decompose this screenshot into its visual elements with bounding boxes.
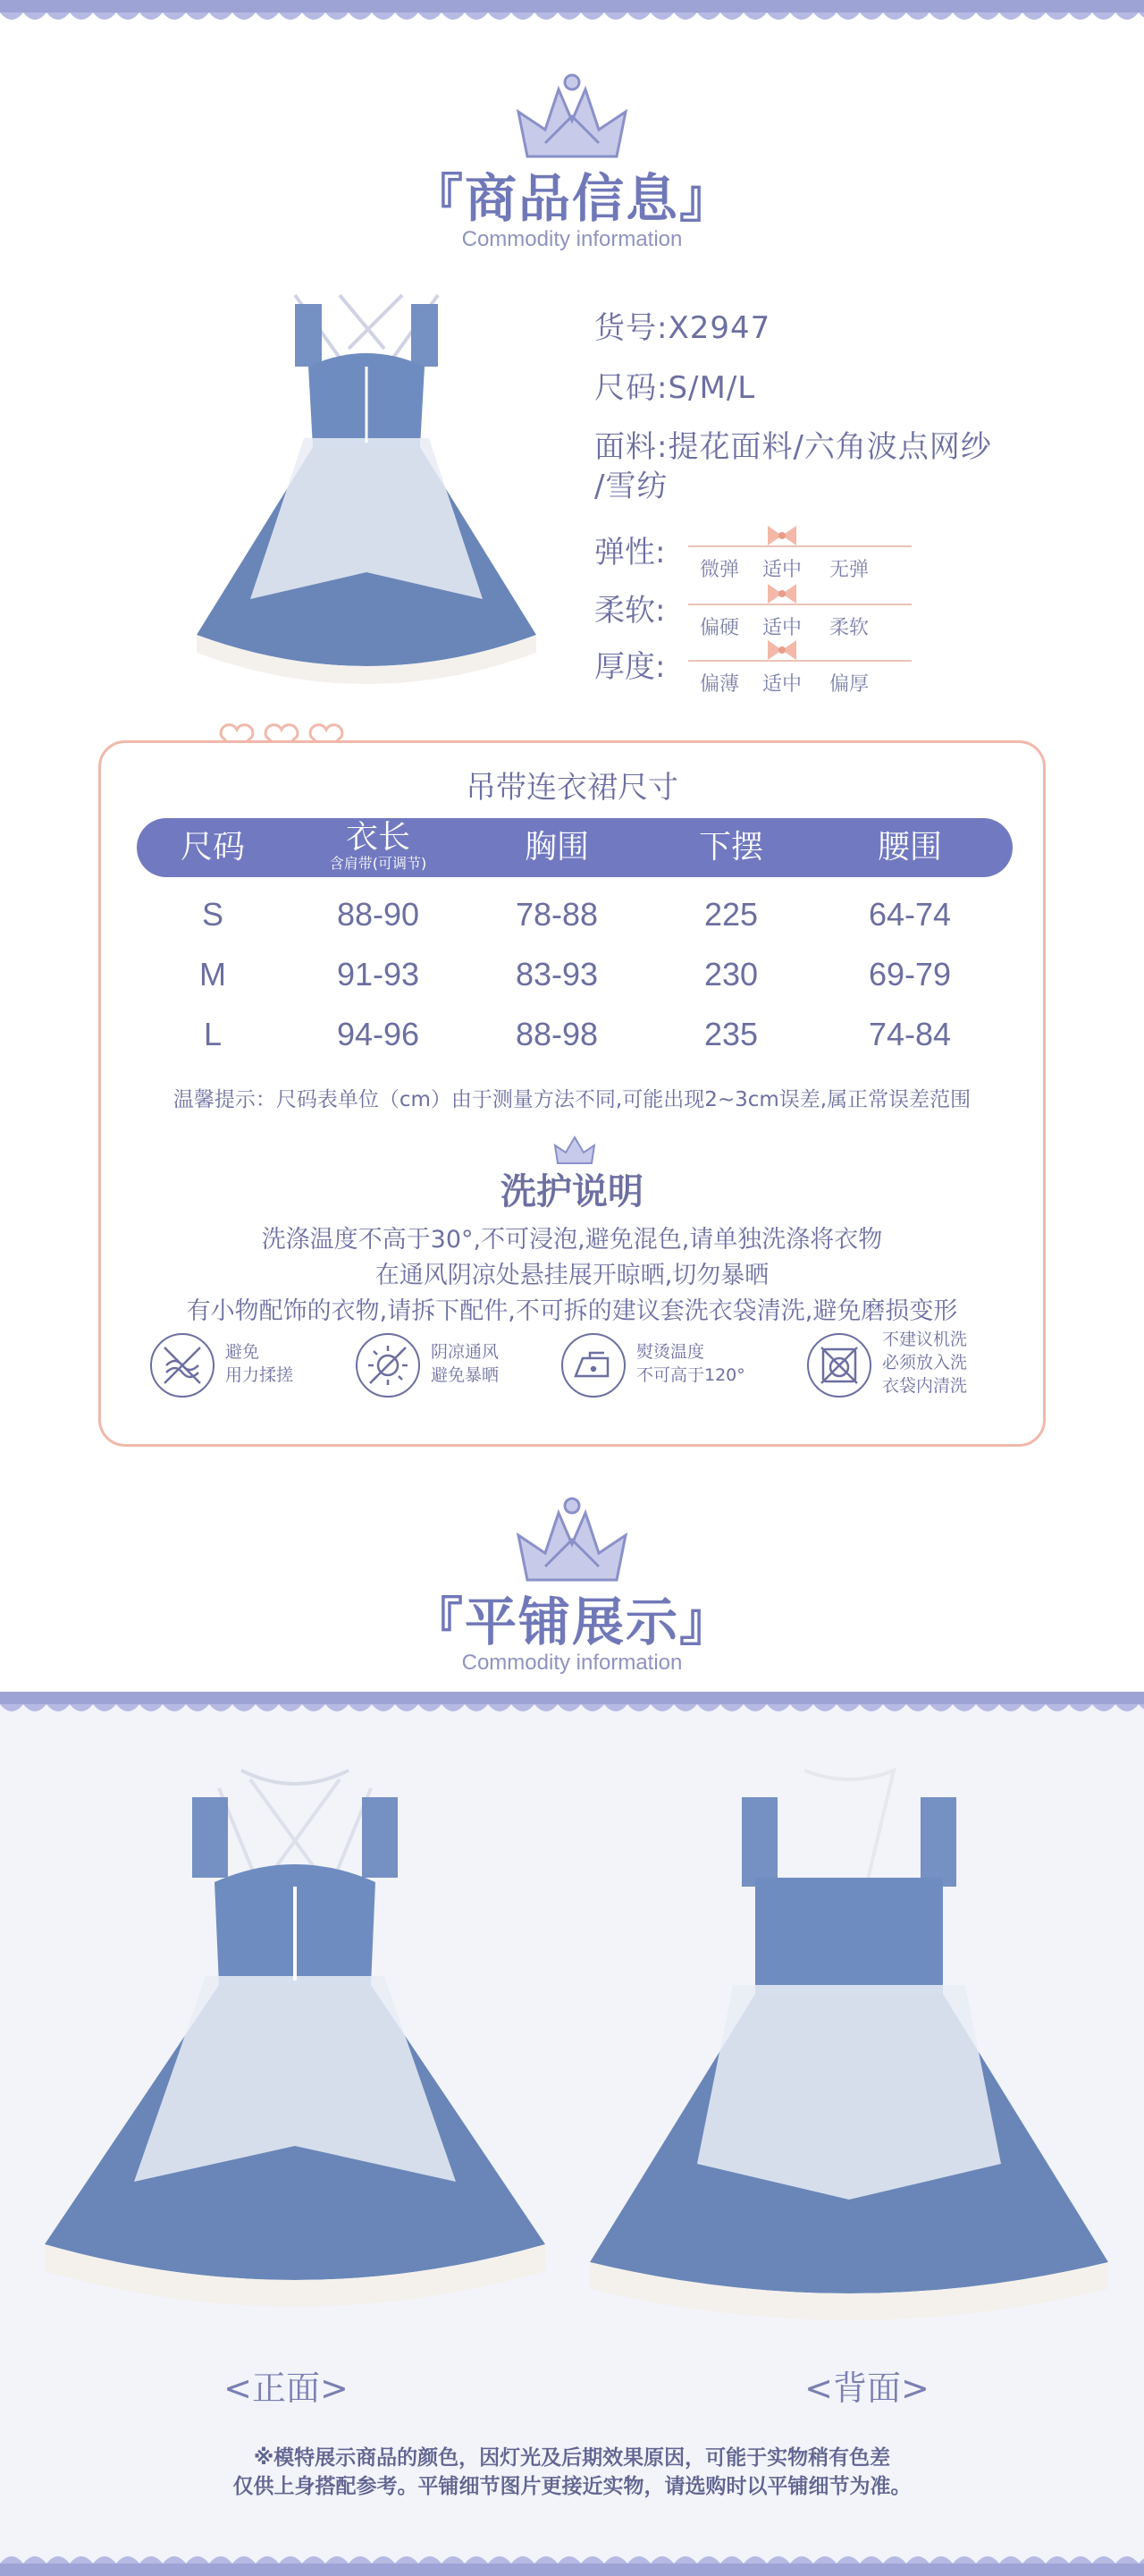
mid-lace-band <box>0 1692 1144 1722</box>
rating-option: 微弹 <box>699 559 739 581</box>
no-wring-icon <box>150 1333 214 1398</box>
header-cell: 下摆 <box>698 829 763 866</box>
bottom-lace-band <box>0 2546 1144 2576</box>
rating-option: 柔软 <box>829 617 869 639</box>
back-caption: <背面> <box>804 2369 930 2408</box>
table-row: S 88-90 78-88 225 64-74 <box>201 896 952 933</box>
info-section-title: 『商品信息』 <box>410 168 733 229</box>
top-lace-band <box>0 0 1144 30</box>
table-row: M 91-93 83-93 230 69-79 <box>199 956 952 992</box>
rating-option: 无弹 <box>829 559 869 581</box>
care-title: 洗护说明 <box>500 1171 644 1212</box>
display-note-line-2: 仅供上身搭配参考。平铺细节图片更接近实物，请选购时以平铺细节为准。 <box>232 2475 912 2498</box>
header-cell: 衣长 含肩带(可调节) <box>289 818 467 877</box>
bow-marker-icon <box>764 524 800 547</box>
size-table-title: 吊带连衣裙尺寸 <box>466 770 678 806</box>
header-subnote: 含肩带(可调节) <box>329 855 427 872</box>
fabric-line-1: 面料:提花面料/六角波点网纱 <box>594 429 992 465</box>
rating-softness <box>594 586 916 639</box>
no-machine-wash-icon <box>807 1333 871 1398</box>
display-note-line-1: ※模特展示商品的颜色，因灯光及后期效果原因，可能于实物稍有色差 <box>253 2446 891 2470</box>
size-tip: 温馨提示：尺码表单位（cm）由于测量方法不同,可能出现2~3cm误差,属正常误差范围 <box>172 1088 972 1111</box>
rating-option-selected: 适中 <box>761 559 802 581</box>
size-table-header <box>137 818 1013 877</box>
rating-option: 偏薄 <box>699 673 739 696</box>
bow-marker-icon <box>764 638 800 662</box>
fabric-line-2: /雪纺 <box>594 469 669 504</box>
dress-front-image <box>27 1761 563 2343</box>
care-item-text: 衣袋内清洗 <box>882 1376 968 1396</box>
care-item-text: 熨烫温度 <box>636 1342 705 1362</box>
rating-elasticity <box>594 528 916 581</box>
rating-option: 偏厚 <box>829 673 869 696</box>
table-row: L 94-96 88-98 235 74-84 <box>203 1016 952 1052</box>
size-list: 尺码:S/M/L <box>594 370 756 406</box>
rating-option-selected: 适中 <box>761 673 802 696</box>
display-section-subtitle: Commodity information <box>461 1651 683 1675</box>
rating-label: 弹性: <box>594 535 666 570</box>
item-number: 货号:X2947 <box>594 310 771 346</box>
header-cell: 胸围 <box>524 829 589 866</box>
care-item-text: 避免 <box>225 1342 260 1362</box>
care-item-text: 阴凉通风 <box>431 1342 500 1362</box>
dress-front-small-image <box>161 277 572 715</box>
care-item-text: 用力揉搓 <box>225 1365 294 1385</box>
care-line: 在通风阴凉处悬挂展开晾晒,切勿暴晒 <box>374 1262 770 1289</box>
rating-label: 柔软: <box>594 593 666 629</box>
crown-icon <box>509 1495 635 1593</box>
care-item-text: 不可高于120° <box>636 1365 745 1385</box>
rating-label: 厚度: <box>594 649 666 685</box>
care-line: 有小物配饰的衣物,请拆下配件,不可拆的建议套洗衣袋清洗,避免磨损变形 <box>186 1297 958 1325</box>
info-section-header <box>0 72 1144 252</box>
rating-option-selected: 适中 <box>761 617 802 639</box>
size-care-card <box>98 740 1046 1447</box>
care-item-text: 不建议机洗 <box>882 1330 968 1349</box>
iron-icon <box>561 1333 626 1398</box>
rating-option: 偏硬 <box>699 617 739 639</box>
dress-back-image <box>581 1761 1117 2343</box>
header-cell: 尺码 <box>180 829 245 866</box>
crown-icon <box>509 72 635 170</box>
shade-dry-icon <box>356 1333 420 1398</box>
care-item-text: 必须放入洗 <box>882 1353 968 1372</box>
display-section-header <box>0 1495 1144 1676</box>
header-cell: 腰围 <box>877 829 942 866</box>
care-item-text: 避免暴晒 <box>431 1365 500 1385</box>
front-caption: <正面> <box>223 2369 349 2408</box>
care-line: 洗涤温度不高于30°,不可浸泡,避免混色,请单独洗涤将衣物 <box>261 1226 883 1254</box>
bow-marker-icon <box>764 582 800 605</box>
display-section-title: 『平铺展示』 <box>410 1592 733 1652</box>
info-section-subtitle: Commodity information <box>461 227 683 251</box>
rating-thickness <box>594 642 916 696</box>
